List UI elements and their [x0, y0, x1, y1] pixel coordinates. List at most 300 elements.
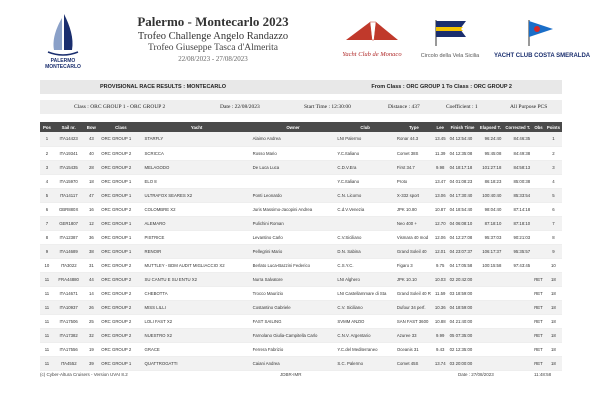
owner-cell: Costantino Gabriele [251, 300, 336, 314]
elapsed-time-cell: 95:45:08 [477, 146, 503, 160]
race-start-time: Start Time : 12:30:00 [304, 104, 351, 110]
table-row [40, 328, 562, 342]
finish-time-cell: 04 17:05:58 [448, 258, 478, 272]
position-cell: 9 [40, 244, 54, 258]
boat-type-cell: JPK 10.80 [395, 202, 433, 216]
bow-cell: 43 [83, 132, 99, 146]
sail-number-cell: GER1807 [54, 216, 84, 230]
elapsed-time-cell [477, 286, 503, 300]
boat-type-cell: Proto [395, 174, 433, 188]
position-cell: 6 [40, 202, 54, 216]
club-cell: Y.C.Italiano [335, 146, 394, 160]
club-logo-monaco [340, 18, 404, 58]
elapsed-time-cell: 98:04:40 [477, 202, 503, 216]
yacht-name-cell: NUESTRO X2 [143, 328, 251, 342]
club-cell: C.V. Siciliano [335, 300, 394, 314]
rating-cell: 10.87 [433, 202, 448, 216]
club-cell: S.C. Palermo [335, 356, 394, 370]
column-header: Obs [532, 122, 545, 132]
bow-cell: 12 [83, 216, 99, 230]
owner-cell: Farnolano Giulia-Campitella Carlo [251, 328, 336, 342]
observation-cell [532, 202, 545, 216]
points-cell: 18 [545, 300, 562, 314]
race-info-band [40, 100, 562, 114]
elapsed-time-cell [477, 300, 503, 314]
footer-code: JDBR-IMR [280, 372, 302, 377]
finish-time-cell: 03 18:59:00 [448, 286, 478, 300]
points-cell: 4 [545, 174, 562, 188]
corrected-time-cell: 85:33:54 [503, 188, 532, 202]
observation-cell: RET [532, 314, 545, 328]
class-cell: ORC GROUP 1 [99, 188, 142, 202]
class-cell: ORC GROUP 2 [99, 272, 142, 286]
class-range: From Class : ORC GROUP 1 To Class : ORC GROUP 2 [371, 84, 512, 90]
class-cell: ORC GROUP 1 [99, 244, 142, 258]
finish-time-cell: 02 20:42:00 [448, 272, 478, 286]
elapsed-time-cell: 100:40:40 [477, 188, 503, 202]
class-cell: ORC GROUP 1 [99, 230, 142, 244]
position-cell: 11 [40, 356, 54, 370]
column-header: Bow [83, 122, 99, 132]
race-date: Date : 22/08/2023 [220, 104, 260, 110]
points-cell: 18 [545, 286, 562, 300]
points-cell: 10 [545, 258, 562, 272]
yacht-name-cell: PISTRICE [143, 230, 251, 244]
corrected-time-cell: 87:18:10 [503, 216, 532, 230]
owner-cell: Trocco Maurizio [251, 286, 336, 300]
points-cell: 18 [545, 356, 562, 370]
bow-cell: 39 [83, 356, 99, 370]
sail-number-cell: ITA17506 [54, 314, 84, 328]
boat-type-cell: Figaro 3 [395, 258, 433, 272]
boat-type-cell: X-332 sport [395, 188, 433, 202]
position-cell: 2 [40, 146, 54, 160]
results-body [40, 132, 562, 370]
footer-date: Date : 27/08/2023 [458, 372, 494, 377]
finish-time-cell: 04 21:40:00 [448, 314, 478, 328]
sail-number-cell: ITA14423 [54, 132, 84, 146]
club-cell: C.S.Y.C. [335, 258, 394, 272]
bow-cell: 28 [83, 160, 99, 174]
table-row [40, 258, 562, 272]
table-row [40, 314, 562, 328]
yacht-name-cell: STARFLY [143, 132, 251, 146]
rating-cell: 9.75 [433, 258, 448, 272]
points-cell: 1 [545, 132, 562, 146]
position-cell: 11 [40, 272, 54, 286]
yacht-name-cell: LOLI FAST X2 [143, 314, 251, 328]
table-row [40, 300, 562, 314]
rating-cell: 9.99 [433, 328, 448, 342]
club-cell: Y.C.Italiano [335, 174, 394, 188]
points-cell: 3 [545, 160, 562, 174]
finish-time-cell: 04 17:30:40 [448, 188, 478, 202]
yacht-name-cell: COLOMBRE X2 [143, 202, 251, 216]
yacht-name-cell: MISS LILLI [143, 300, 251, 314]
sail-number-cell: GBR880X [54, 202, 84, 216]
page-header [0, 0, 600, 78]
finish-time-cell: 04 18:17:18 [448, 160, 478, 174]
points-cell: 8 [545, 230, 562, 244]
finish-time-cell: 04 18:54:40 [448, 202, 478, 216]
boat-type-cell: Comet 38S [395, 146, 433, 160]
owner-cell: Ferrera Fabrizio [251, 342, 336, 356]
club-cell: D.N. Sabina [335, 244, 394, 258]
observation-cell [532, 216, 545, 230]
boat-type-cell: Oceanis 31 [395, 342, 433, 356]
yacht-club-monaco-flag-icon [340, 18, 404, 44]
class-cell: ORC GROUP 1 [99, 356, 142, 370]
rating-cell: 13.74 [433, 356, 448, 370]
club-cell: LNI Palermo [335, 132, 394, 146]
elapsed-time-cell [477, 314, 503, 328]
race-class: Class : ORC GROUP 1 - ORC GROUP 2 [74, 104, 166, 110]
observation-cell: RET [532, 342, 545, 356]
results-heading: PROVISIONAL RACE RESULTS : MONTECARLO [100, 84, 226, 90]
observation-cell [532, 230, 545, 244]
table-row [40, 216, 562, 230]
owner-cell: Nurra Salvatore [251, 272, 336, 286]
event-titles [118, 14, 308, 63]
boat-type-cell: Ronar 44.3 [395, 132, 433, 146]
position-cell: 4 [40, 174, 54, 188]
corrected-time-cell: 85:00:38 [503, 174, 532, 188]
boat-type-cell: Neo 400 + [395, 216, 433, 230]
race-coefficient: Coefficient : 1 [446, 104, 478, 110]
observation-cell: RET [532, 300, 545, 314]
owner-cell: Ponti Leonardo [251, 188, 336, 202]
table-row [40, 272, 562, 286]
rating-cell: 13.45 [433, 132, 448, 146]
event-subtitle-1: Trofeo Challenge Angelo Randazzo [137, 31, 289, 42]
sail-number-cell: ITA15435 [54, 160, 84, 174]
position-cell: 11 [40, 314, 54, 328]
position-cell: 8 [40, 230, 54, 244]
finish-time-cell: 04 12:27:08 [448, 230, 478, 244]
rating-cell: 9.43 [433, 342, 448, 356]
boat-type-cell: SAN FAST 3600 [395, 314, 433, 328]
yacht-name-cell: QUATTROGATTI [143, 356, 251, 370]
sail-number-cell: ITA19341 [54, 146, 84, 160]
column-header: Lee [433, 122, 448, 132]
elapsed-time-cell [477, 342, 503, 356]
sail-number-cell: FRA44880 [54, 272, 84, 286]
elapsed-time-cell [477, 272, 503, 286]
owner-cell: Alaimo Andrea [251, 132, 336, 146]
observation-cell [532, 188, 545, 202]
results-table [40, 122, 562, 371]
points-cell: 6 [545, 202, 562, 216]
column-header: Points [545, 122, 562, 132]
class-cell: ORC GROUP 1 [99, 132, 142, 146]
club-cell: C.V.Siciliano [335, 230, 394, 244]
sail-number-cell: ITA15970 [54, 174, 84, 188]
observation-cell [532, 146, 545, 160]
yacht-name-cell: SCRICCA [143, 146, 251, 160]
class-cell: ORC GROUP 1 [99, 216, 142, 230]
table-row [40, 244, 562, 258]
class-cell: ORC GROUP 2 [99, 342, 142, 356]
finish-time-cell: 02 12:35:00 [448, 342, 478, 356]
position-cell: 5 [40, 188, 54, 202]
column-header: Owner [251, 122, 336, 132]
finish-time-cell: 05 07:35:00 [448, 328, 478, 342]
table-row [40, 202, 562, 216]
finish-time-cell: 04 12:35:08 [448, 146, 478, 160]
race-rating-system: All Purpose PCS [510, 104, 548, 110]
corrected-time-cell [503, 272, 532, 286]
club-logo-costa-smeralda [494, 18, 591, 59]
observation-cell [532, 258, 545, 272]
position-cell: 11 [40, 328, 54, 342]
club-cell: Y.C.del Mediterraneo [335, 342, 394, 356]
event-subtitle-2: Trofeo Giuseppe Tasca d'Almerita [147, 43, 279, 53]
observation-cell: RET [532, 356, 545, 370]
points-cell: 5 [545, 188, 562, 202]
club-cell: C.N. Licorno [335, 188, 394, 202]
rating-cell: 10.36 [433, 300, 448, 314]
position-cell: 1 [40, 132, 54, 146]
finish-time-cell: 04 01:08:23 [448, 174, 478, 188]
club-name-costa-smeralda: YACHT CLUB COSTA SMERALDA [494, 53, 591, 59]
class-cell: ORC GROUP 2 [99, 314, 142, 328]
owner-cell: Pellegrini Mario [251, 244, 336, 258]
sail-number-cell: ITA10937 [54, 300, 84, 314]
bow-cell: 44 [83, 272, 99, 286]
bow-cell: 14 [83, 286, 99, 300]
table-row [40, 160, 562, 174]
event-dates: 22/08/2023 - 27/08/2023 [178, 55, 248, 63]
race-distance: Distance : 437 [388, 104, 420, 110]
yacht-name-cell: MELAGODO [143, 160, 251, 174]
footer-copyright: (c) Cyber-Altura Cruisers - Version UVAI 8.2 [40, 372, 128, 377]
club-name-monaco: Yacht Club de Monaco [342, 51, 402, 58]
bow-cell: 47 [83, 188, 99, 202]
elapsed-time-cell: 101:27:18 [477, 160, 503, 174]
column-header: Club [335, 122, 394, 132]
owner-cell: Juris Massimo-Jacopini Andrea [251, 202, 336, 216]
owner-cell: Rosso Mario [251, 146, 336, 160]
yacht-name-cell: GRACE [143, 342, 251, 356]
bow-cell: 36 [83, 230, 99, 244]
yacht-club-costa-smeralda-flag-icon [521, 18, 557, 46]
elapsed-time-cell: 106:17:37 [477, 244, 503, 258]
table-header-row [40, 122, 562, 132]
finish-time-cell: 03 20:00:00 [448, 356, 478, 370]
rating-cell: 10.03 [433, 272, 448, 286]
class-cell: ORC GROUP 2 [99, 300, 142, 314]
sail-icon [40, 12, 86, 58]
owner-cell: Pulichini Roman [251, 216, 336, 230]
rating-cell: 11.59 [433, 286, 448, 300]
owner-cell: De Luca Luca [251, 160, 336, 174]
yacht-name-cell: ULTRAFOX SEARES X2 [143, 188, 251, 202]
points-cell: 18 [545, 342, 562, 356]
rating-cell: 13.06 [433, 188, 448, 202]
column-header: Sail nr. [54, 122, 84, 132]
rating-cell: 9.98 [433, 160, 448, 174]
bow-cell: 38 [83, 244, 99, 258]
table-row [40, 188, 562, 202]
points-cell: 18 [545, 314, 562, 328]
owner-cell [251, 174, 336, 188]
observation-cell: RET [532, 272, 545, 286]
corrected-time-cell [503, 314, 532, 328]
table-row [40, 132, 562, 146]
rating-cell: 11.39 [433, 146, 448, 160]
points-cell: 9 [545, 244, 562, 258]
rating-cell: 10.88 [433, 314, 448, 328]
elapsed-time-cell [477, 328, 503, 342]
bow-cell: 26 [83, 300, 99, 314]
position-cell: 3 [40, 160, 54, 174]
column-header: Corrected T. [503, 122, 532, 132]
observation-cell [532, 160, 545, 174]
owner-cell: Berlato Luca-Bazzini Federico [251, 258, 336, 272]
column-header: Yacht [143, 122, 251, 132]
sail-number-cell: ITA4552 [54, 356, 84, 370]
boat-type-cell: Grand Soleil 40 [395, 244, 433, 258]
sail-number-cell: ITA17556 [54, 342, 84, 356]
sail-number-cell: ITA3022 [54, 258, 84, 272]
owner-cell: FAST SAILING [251, 314, 336, 328]
bow-cell: 16 [83, 202, 99, 216]
bow-cell: 18 [83, 174, 99, 188]
observation-cell: RET [532, 286, 545, 300]
observation-cell: RET [532, 328, 545, 342]
bow-cell: 32 [83, 328, 99, 342]
results-heading-band [40, 80, 562, 94]
table-row [40, 146, 562, 160]
elapsed-time-cell: 95:37:03 [477, 230, 503, 244]
class-cell: ORC GROUP 2 [99, 286, 142, 300]
finish-time-cell: 04 18:59:00 [448, 300, 478, 314]
column-header: Type [395, 122, 433, 132]
owner-cell: Caiani Andrea [251, 356, 336, 370]
bow-cell: 31 [83, 258, 99, 272]
boat-type-cell: Azuree 33 [395, 328, 433, 342]
observation-cell [532, 244, 545, 258]
elapsed-time-cell: 96:24:40 [477, 132, 503, 146]
finish-time-cell: 04 06:08:10 [448, 216, 478, 230]
boat-type-cell: Grand Soleil 40 R [395, 286, 433, 300]
finish-time-cell: 04 23:07:37 [448, 244, 478, 258]
corrected-time-cell: 87:14:18 [503, 202, 532, 216]
boat-type-cell: First 34.7 [395, 160, 433, 174]
corrected-time-cell: 95:35:57 [503, 244, 532, 258]
rating-cell: 12.06 [433, 230, 448, 244]
rating-cell: 13.47 [433, 174, 448, 188]
points-cell: 18 [545, 328, 562, 342]
elapsed-time-cell: 87:18:10 [477, 216, 503, 230]
yacht-name-cell: ELO 8 [143, 174, 251, 188]
position-cell: 11 [40, 342, 54, 356]
club-cell: LNI Alghero [335, 272, 394, 286]
sail-number-cell: ITA17382 [54, 328, 84, 342]
regatta-logo [40, 12, 86, 68]
boat-type-cell: Comet 45S [395, 356, 433, 370]
sail-number-cell: ITA12387 [54, 230, 84, 244]
sail-number-cell: ITA14689 [54, 244, 84, 258]
corrected-time-cell: 90:21:03 [503, 230, 532, 244]
position-cell: 10 [40, 258, 54, 272]
points-cell: 2 [545, 146, 562, 160]
rating-cell: 12.70 [433, 216, 448, 230]
class-cell: ORC GROUP 2 [99, 202, 142, 216]
table-row [40, 342, 562, 356]
column-header: Class [99, 122, 142, 132]
class-cell: ORC GROUP 2 [99, 328, 142, 342]
club-cell: C.d.V.Venezia [335, 202, 394, 216]
club-name-sicilia: Circolo della Vela Sicilia [420, 53, 480, 59]
class-cell: ORC GROUP 2 [99, 160, 142, 174]
class-cell: ORC GROUP 1 [99, 174, 142, 188]
corrected-time-cell [503, 356, 532, 370]
owner-cell: Levantino Carlo [251, 230, 336, 244]
club-cell: LNI Castellammare di Sta [335, 286, 394, 300]
rating-cell: 12.01 [433, 244, 448, 258]
yacht-name-cell: SU CANTU E SU ENTU X2 [143, 272, 251, 286]
points-cell: 18 [545, 272, 562, 286]
corrected-time-cell: 84:49:38 [503, 146, 532, 160]
yacht-name-cell: MUTTLEY - BDM AUDIT MIGLIACCIO X2 [143, 258, 251, 272]
position-cell: 7 [40, 216, 54, 230]
event-title: Palermo - Montecarlo 2023 [137, 14, 289, 29]
corrected-time-cell: 84:46:35 [503, 132, 532, 146]
sail-number-cell: ITA14671 [54, 286, 84, 300]
observation-cell [532, 174, 545, 188]
points-cell: 7 [545, 216, 562, 230]
bow-cell: 25 [83, 314, 99, 328]
sail-number-cell: ITA14117 [54, 188, 84, 202]
footer-time: 11:48:58 [534, 372, 552, 377]
finish-time-cell: 04 12:54:40 [448, 132, 478, 146]
table-row [40, 356, 562, 370]
corrected-time-cell [503, 286, 532, 300]
corrected-time-cell [503, 342, 532, 356]
corrected-time-cell [503, 328, 532, 342]
position-cell: 11 [40, 286, 54, 300]
table-row [40, 174, 562, 188]
club-cell: C.D.V.Era [335, 160, 394, 174]
yacht-name-cell: CHEBOTTA [143, 286, 251, 300]
boat-type-cell: Dufour 34 perf. [395, 300, 433, 314]
position-cell: 11 [40, 300, 54, 314]
column-header: Pos [40, 122, 54, 132]
class-cell: ORC GROUP 2 [99, 258, 142, 272]
corrected-time-cell: 84:58:13 [503, 160, 532, 174]
club-cell [335, 216, 394, 230]
yacht-name-cell: RENOIR [143, 244, 251, 258]
logo-text: PALERMO MONTECARLO [45, 58, 81, 70]
boat-type-cell: Vismara 40 mod [395, 230, 433, 244]
observation-cell [532, 132, 545, 146]
corrected-time-cell [503, 300, 532, 314]
boat-type-cell: JPK 10.10 [395, 272, 433, 286]
class-cell: ORC GROUP 2 [99, 146, 142, 160]
bow-cell: 19 [83, 342, 99, 356]
bow-cell: 40 [83, 146, 99, 160]
elapsed-time-cell [477, 356, 503, 370]
elapsed-time-cell: 100:15:58 [477, 258, 503, 272]
corrected-time-cell: 97:43:45 [503, 258, 532, 272]
club-cell: SVMM ANZIO [335, 314, 394, 328]
club-logo-sicilia [420, 18, 480, 59]
column-header: Finish Time [448, 122, 478, 132]
table-row [40, 230, 562, 244]
club-cell: C.N.V. Argentario [335, 328, 394, 342]
column-header: Elapsed T. [477, 122, 503, 132]
